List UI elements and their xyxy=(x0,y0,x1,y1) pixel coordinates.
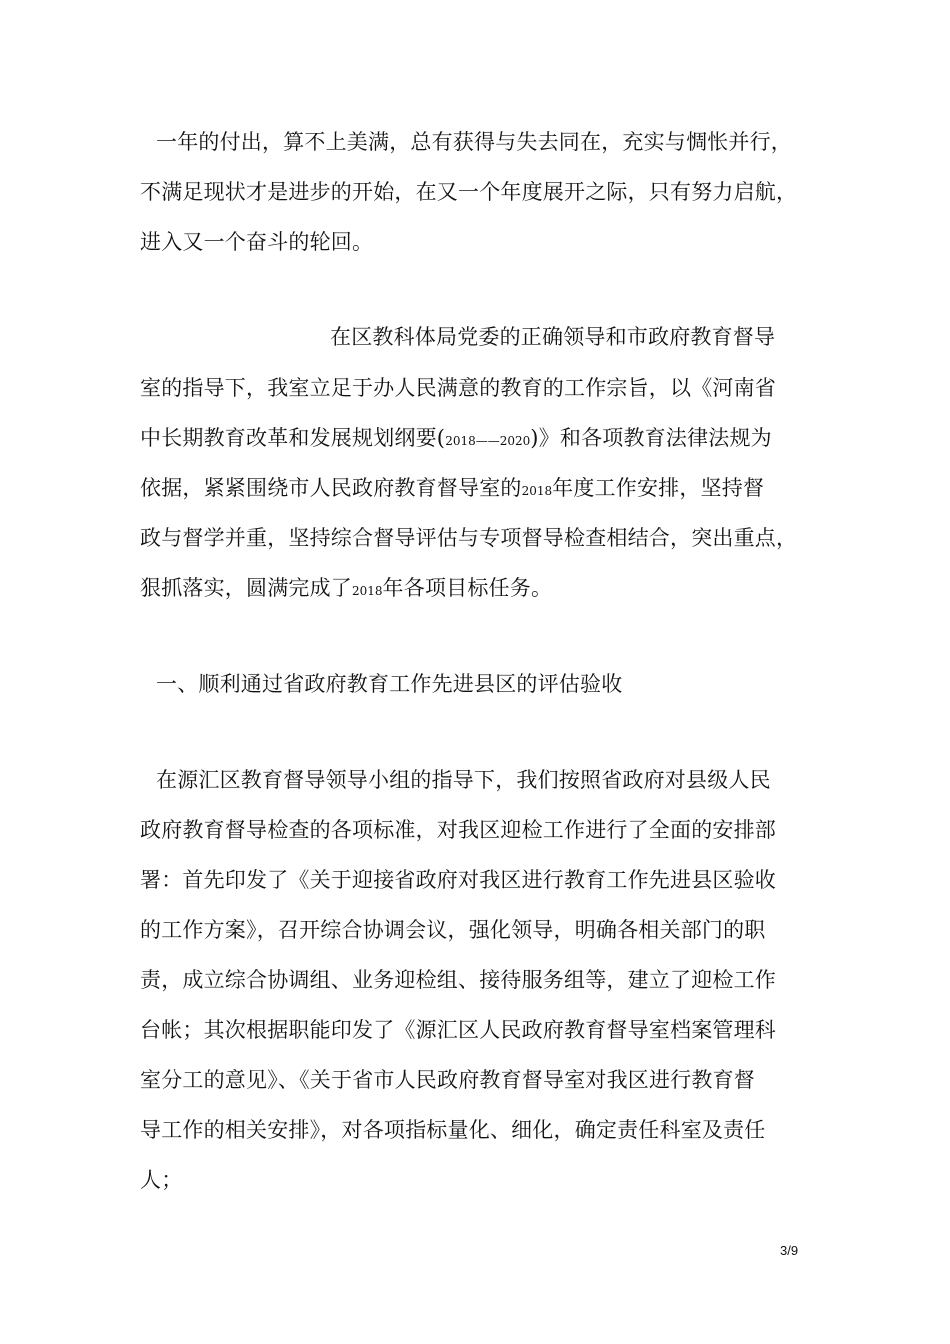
paragraph-2-line-3-text-b: )》和各项教育法律法规为 xyxy=(530,426,772,450)
section-heading-1: 一、顺利通过省政府教育工作先进县区的评估验收 xyxy=(156,672,623,696)
paragraph-3-line-9: 人； xyxy=(140,1168,183,1192)
paragraph-2-line-4 xyxy=(140,474,764,505)
paragraph-3-line-8: 导工作的相关安排》，对各项指标量化、细化，确定责任科室及责任 xyxy=(140,1118,766,1142)
paragraph-2-line-6-text-b: 年各项目标任务。 xyxy=(382,576,553,600)
paragraph-1-line-3: 进入又一个奋斗的轮回。 xyxy=(140,230,374,254)
paragraph-2-line-3-years: 2018——2020 xyxy=(445,434,531,448)
paragraph-1-line-2: 不满足现状才是进步的开始，在又一个年度展开之际，只有努力启航， xyxy=(140,180,798,204)
paragraph-3-line-7: 室分工的意见》、《关于省市人民政府教育督导室对我区进行教育督 xyxy=(140,1068,755,1092)
paragraph-3-line-5: 责，成立综合协调组、业务迎检组、接待服务组等，建立了迎检工作 xyxy=(140,968,776,992)
paragraph-2-line-4-text-a: 依据，紧紧围绕市人民政府教育督导室的 xyxy=(140,476,522,500)
paragraph-2-line-4-year: 2018 xyxy=(521,484,553,498)
paragraph-3-line-2: 政府教育督导检查的各项标准，对我区迎检工作进行了全面的安排部 xyxy=(140,818,776,842)
paragraph-2-line-1: 在区教科体局党委的正确领导和市政府教育督导 xyxy=(330,325,776,349)
paragraph-2-line-3-text-a: 中长期教育改革和发展规划纲要( xyxy=(140,426,446,450)
paragraph-3-line-6: 台帐；其次根据职能印发了《源汇区人民政府教育督导室档案管理科 xyxy=(140,1018,776,1042)
paragraph-2-line-6 xyxy=(140,574,552,605)
paragraph-2-line-3 xyxy=(140,424,772,455)
paragraph-2-line-5: 政与督学并重，坚持综合督导评估与专项督导检查相结合，突出重点， xyxy=(140,526,798,550)
paragraph-2-line-4-text-b: 年度工作安排，坚持督 xyxy=(552,476,765,500)
paragraph-3-line-3: 署：首先印发了《关于迎接省政府对我区进行教育工作先进县区验收 xyxy=(140,868,776,892)
paragraph-3-line-1: 在源汇区教育督导领导小组的指导下，我们按照省政府对县级人民 xyxy=(156,768,771,792)
paragraph-2-line-6-year: 2018 xyxy=(352,584,383,598)
paragraph-1-line-1: 一年的付出，算不上美满，总有获得与失去同在，充实与惆怅并行， xyxy=(156,130,792,154)
page-number: 3/9 xyxy=(780,1243,799,1258)
paragraph-3-line-4: 的工作方案》，召开综合协调会议，强化领导，明确各相关部门的职 xyxy=(140,918,766,942)
paragraph-2-line-6-text-a: 狠抓落实，圆满完成了 xyxy=(140,576,352,600)
paragraph-2-line-2: 室的指导下，我室立足于办人民满意的教育的工作宗旨，以《河南省 xyxy=(140,376,776,400)
